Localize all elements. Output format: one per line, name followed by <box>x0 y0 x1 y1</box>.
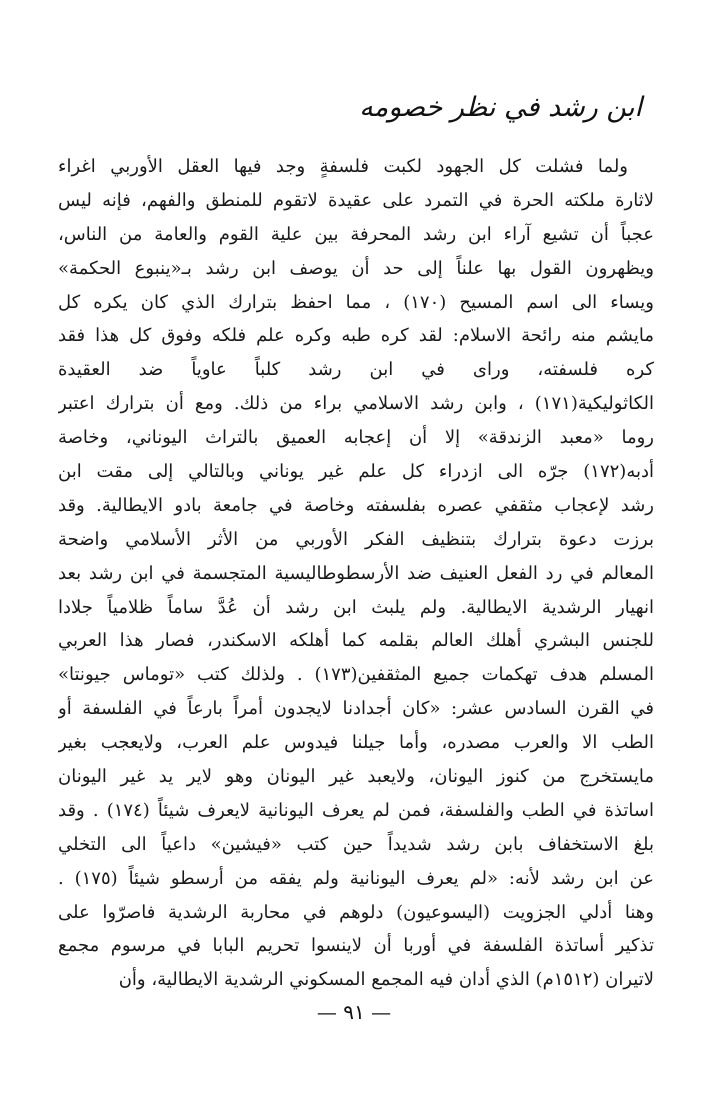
text-line: برزت دعوة بترارك بتنظيف الفكر الأوربي من الأثر الأسلامي واضحة <box>58 528 654 550</box>
text-line: الطب الا والعرب مصدره، وأما جيلنا فيدوس علم العرب، ولايعجب بغير <box>58 732 654 754</box>
text-line: تذكير أساتذة الفلسفة في أوربا أن لاينسوا تحريم البابا في مرسوم مجمع <box>58 935 654 957</box>
text-line: الكاثوليكية(١٧١) ، وابن رشد الاسلامي براء من ذلك. ومع أن بترارك اعتبر <box>58 393 654 415</box>
text-line: انهيار الرشدية الايطالية. ولم يلبث ابن رشد أن عُدَّ ساماً ظلامياً جلادا <box>58 596 654 618</box>
text-line: للجنس البشري أهلك العالم بقلمه كما أهلكه الاسكندر، فصار هذا العربي <box>58 630 654 652</box>
text-line: لاثارة ملكته الحرة في التمرد على عقيدة لاتقوم للمنطق والفهم، فإنه ليس <box>58 189 654 211</box>
text-line: ويظهرون القول بها علناً إلى حد أن يوصف ابن رشد بـ«ينبوع الحكمة» <box>58 257 654 279</box>
text-line: مايستخرج من كنوز اليونان، ولايعبد غير اليونان وهو لاير يد غير اليونان <box>58 766 654 788</box>
text-line: عجباً أن تشيع آراء ابن رشد المحرفة بين علية القوم والعامة من الناس، <box>58 223 654 245</box>
text-line: لاتيران (١٥١٢م) الذي أدان فيه المجمع المسكوني الرشدية الايطالية، وأن <box>118 969 654 991</box>
text-line: اساتذة في الطب والفلسفة، فمن لم يعرف اليونانية لايعرف شيئاً (١٧٤) . وقد <box>58 799 654 821</box>
text-line: رشد لإعجاب مثقفي عصره بفلسفته وخاصة في جامعة بادو الايطالية. وقد <box>58 494 654 516</box>
text-line: ويساء الى اسم المسيح (١٧٠) ، مما احفظ بترارك الذي كان يكره كل <box>58 291 654 313</box>
text-line: عن ابن رشد لأنه: «لم يعرف اليونانية ولم يفقه من أرسطو شيئاً (١٧٥) . <box>58 867 654 889</box>
text-line: وهنا أدلي الجزويت (اليسوعيون) دلوهم في محاربة الرشدية فاصرّوا على <box>58 901 654 923</box>
page-number: — ٩١ — <box>316 1000 392 1024</box>
text-line: أدبه(١٧٢) جرّه الى ازدراء كل علم غير يوناني وبالتالي إلى مقت ابن <box>58 461 654 483</box>
text-line: المعالم في رد الفعل العنيف ضد الأرسطوطاليسية المتجسمة في ابن رشد بعد <box>58 562 654 584</box>
body-text <box>58 150 654 997</box>
running-header-title: ابن رشد في نظر خصومه <box>359 92 642 123</box>
text-line: بلغ الاستخفاف بابن رشد شديداً حين كتب «فيشين» داعياً الى التخلي <box>58 833 654 855</box>
text-line: روما «معبد الزندقة» إلا أن إعجابه العميق بالتراث اليوناني، وخاصة <box>58 427 654 449</box>
text-line: في القرن السادس عشر: «كان أجدادنا لايجدون أمراً بارعاً في الفلسفة أو <box>58 698 654 720</box>
text-line: المسلم هدف تهكمات جميع المثقفين(١٧٣) . ولذلك كتب «توماس جيونتا» <box>58 664 654 686</box>
text-line: كره فلسفته، وراى في ابن رشد كلباً عاوياً ضد العقيدة <box>58 359 654 381</box>
text-line: مايشم منه رائحة الاسلام: لقد كره طبه وكره علم فلكه وفوق كل هذا فقد <box>58 325 654 347</box>
text-line: ولما فشلت كل الجهود لكبت فلسفةٍ وجد فيها العقل الأوربي اغراء <box>58 156 628 177</box>
